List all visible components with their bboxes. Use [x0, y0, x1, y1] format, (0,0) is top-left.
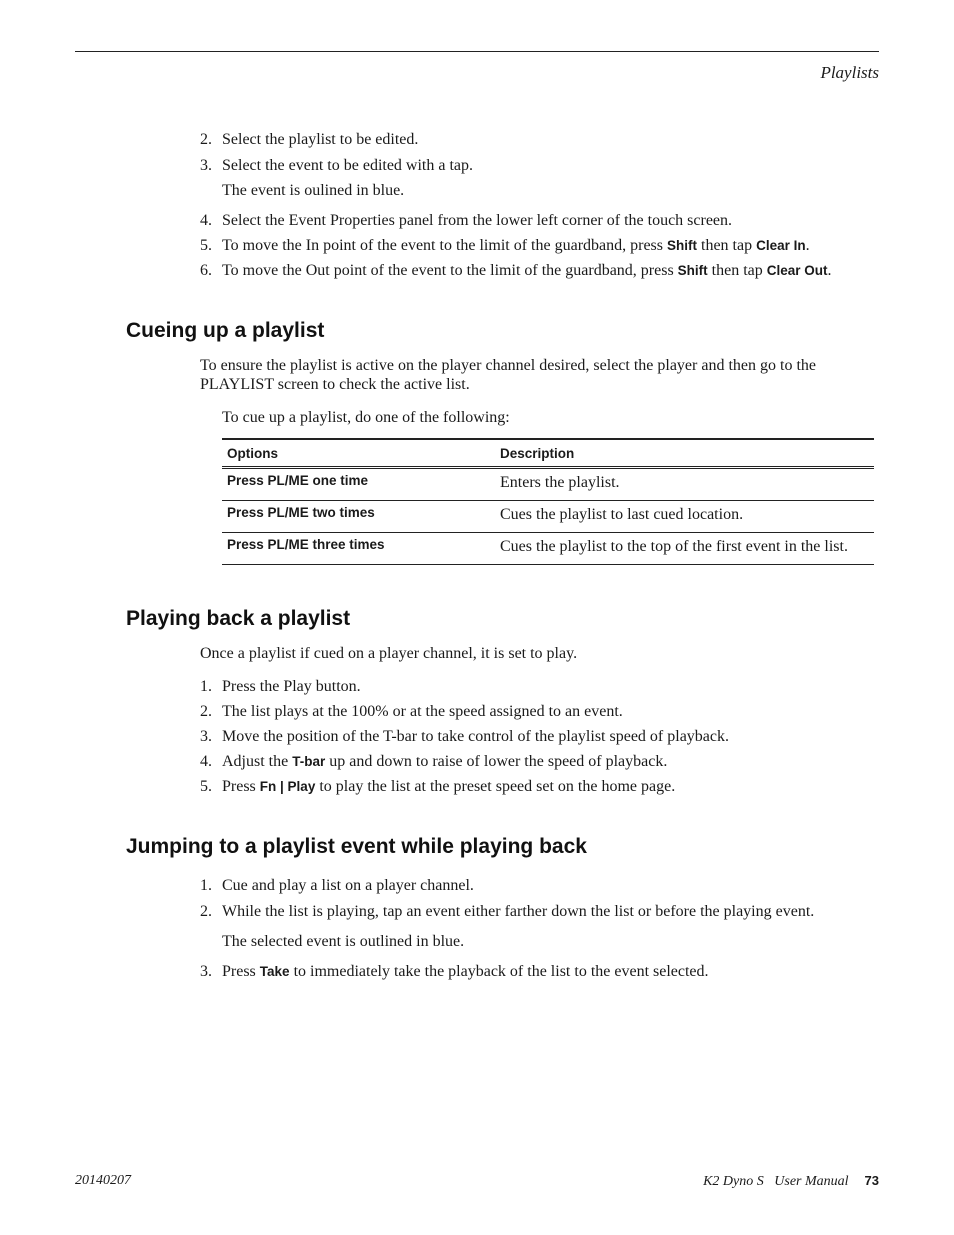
option-cell: Press PL/ME two times [222, 501, 495, 533]
table-row [222, 533, 874, 565]
running-header: Playlists [820, 63, 879, 82]
steps-top-list [200, 130, 880, 280]
cueing-intro: To ensure the playlist is active on the player channel desired, select the player and then go to the PLAYLIST screen to check the active list. [200, 357, 816, 393]
section-heading-jumping: Jumping to a playlist event while playing back [126, 835, 587, 858]
key-label: Clear In [756, 238, 806, 253]
key-label: Clear Out [766, 263, 828, 278]
playing-intro: Once a playlist if cued on a player channel, it is set to play. [200, 645, 578, 662]
list-item: 2. Select the playlist to be edited. [200, 131, 419, 148]
option-cell: Press PL/ME one time [222, 468, 495, 501]
key-label: Fn | Play [259, 779, 316, 794]
key-label: Shift [667, 238, 697, 253]
list-item: 1. Press the Play button. [200, 678, 361, 695]
list-item: 4. Adjust the T-bar up and down to raise of lower the speed of playback. [200, 753, 668, 770]
column-header-options: Options [222, 439, 495, 468]
key-label: Take [259, 964, 290, 979]
description-cell: Enters the playlist. [495, 468, 874, 501]
list-item: 1. Cue and play a list on a player channel. [200, 877, 474, 894]
list-item: 5. To move the In point of the event to the limit of the guardband, press Shift then tap Clear In. [200, 237, 810, 254]
header-rule [75, 51, 879, 52]
list-item: 2. The list plays at the 100% or at the speed assigned to an event. [200, 703, 623, 720]
key-label: T-bar [292, 754, 326, 769]
table-row [222, 468, 874, 501]
footer-date: 20140207 [75, 1173, 131, 1188]
key-label: Shift [677, 263, 708, 278]
table-row [222, 501, 874, 533]
step-note: The event is oulined in blue. [222, 182, 405, 199]
footer-info [703, 1173, 879, 1190]
jumping-steps-list [200, 876, 880, 981]
list-item: 3. Move the position of the T-bar to take control of the playlist speed of playback. [200, 728, 729, 745]
description-cell: Cues the playlist to last cued location. [495, 501, 874, 533]
cueing-lead: To cue up a playlist, do one of the following: [222, 409, 510, 426]
playing-steps-list [200, 677, 880, 796]
footer-manual-title: K2 Dyno S User Manual [703, 1174, 849, 1189]
list-item: 3. Select the event to be edited with a tap. The event is oulined in blue. [200, 156, 880, 200]
list-item: 3. Press Take to immediately take the playback of the list to the event selected. [200, 963, 709, 980]
description-cell: Cues the playlist to the top of the first event in the list. [495, 533, 874, 565]
table-header-row [222, 439, 874, 468]
options-table [222, 438, 874, 565]
section-heading-playing: Playing back a playlist [126, 607, 351, 630]
option-cell: Press PL/ME three times [222, 533, 495, 565]
list-item: 4. Select the Event Properties panel from the lower left corner of the touch screen. [200, 212, 733, 229]
step-note: The selected event is outlined in blue. [222, 933, 465, 950]
section-heading-cueing: Cueing up a playlist [126, 319, 325, 342]
column-header-description: Description [495, 439, 874, 468]
list-item: 5. Press Fn | Play to play the list at the preset speed set on the home page. [200, 778, 676, 795]
list-item: 6. To move the Out point of the event to the limit of the guardband, press Shift then tap Clear Out. [200, 262, 832, 279]
list-item: 2. While the list is playing, tap an event either farther down the list or before the playing event. The selected event is outlined in blue. [200, 902, 880, 951]
page-number: 73 [864, 1173, 879, 1188]
